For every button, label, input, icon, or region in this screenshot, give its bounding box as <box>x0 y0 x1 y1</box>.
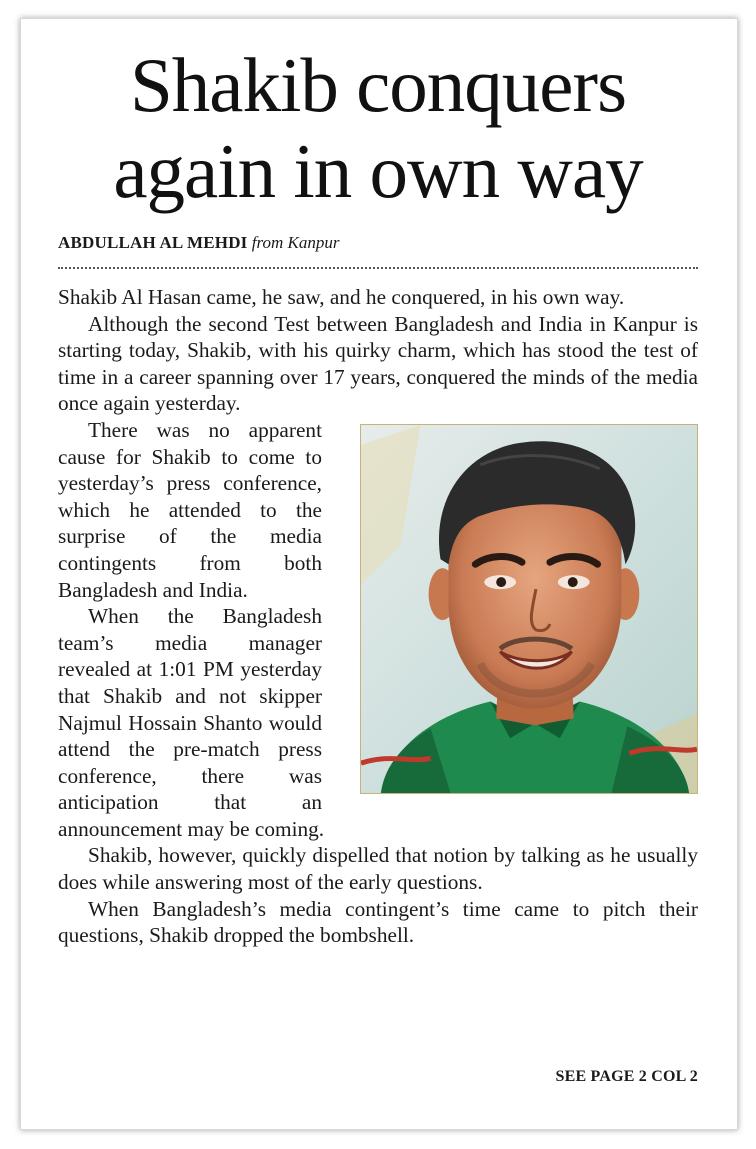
paragraph: Shakib, however, quickly dispelled that notion by talking as he usually does while answering most of the early questions. <box>58 843 698 895</box>
paragraph: There was no apparent cause for Shakib to come to yesterday’s press conference, which he attended to the surprise of the media contingents from both Bangladesh and India. <box>58 417 322 602</box>
byline <box>58 232 339 254</box>
dotted-divider <box>58 267 698 269</box>
paragraph: Although the second Test between Bangladesh and India in Kanpur is starting today, Shakib, with his quirky charm, which has stood the test of time in a career spanning over 17 years, conquered the minds of the media once again yesterday. <box>58 311 698 416</box>
headline: Shakib conquers again in own way <box>113 42 643 214</box>
portrait-illustration <box>360 424 698 794</box>
paragraph: When Bangladesh’s media contingent’s time came to pitch their questions, Shakib dropped the bombshell. <box>58 896 698 948</box>
article-body <box>58 284 698 1064</box>
byline-author: ABDULLAH AL MEHDI <box>58 233 248 252</box>
paragraph: When the Bangladesh team’s media manager revealed at 1:01 PM yesterday that Shakib and not skipper Najmul Hossain Shanto would attend the pre-match press conference, there was anticipation that an announcement may be coming. <box>58 604 325 841</box>
byline-place: from Kanpur <box>251 233 340 252</box>
jump-line: SEE PAGE 2 COL 2 <box>555 1068 698 1085</box>
paragraph: Shakib Al Hasan came, he saw, and he conquered, in his own way. <box>58 285 625 309</box>
